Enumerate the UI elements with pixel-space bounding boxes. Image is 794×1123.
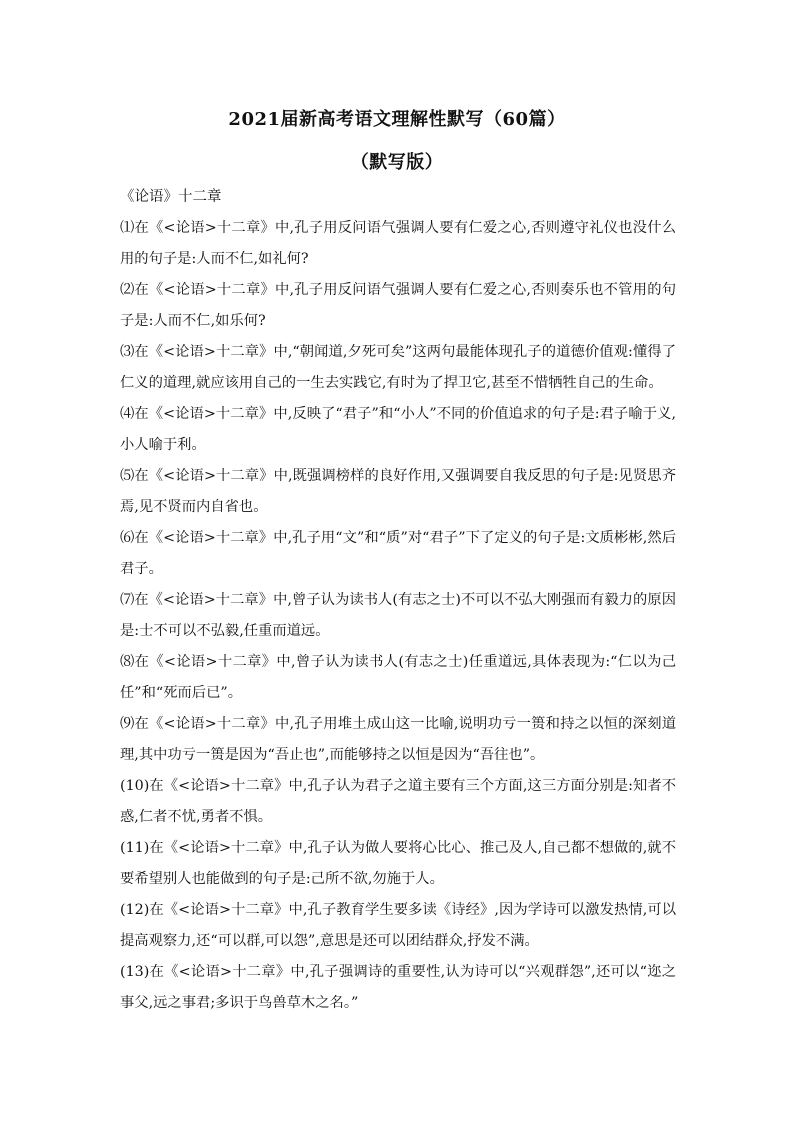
question-item: (11)在《<论语>十二章》中,孔子认为做人要将心比心、推己及人,自己都不想做的,就不要希望别人也能做到的句子是:己所不欲,勿施于人。 xyxy=(120,840,676,887)
question-item: ⑶在《<论语>十二章》中,“朝闻道,夕死可矣”这两句最能体现孔子的道德价值观:懂得了仁义的道理,就应该用自己的一生去实践它,有时为了捍卫它,甚至不惜牺牲自己的生命。 xyxy=(120,344,676,391)
question-item: ⑴在《<论语>十二章》中,孔子用反问语气强调人要有仁爱之心,否则遵守礼仪也没什么用的句子是:人而不仁,如礼何? xyxy=(120,220,676,267)
question-item: ⑺在《<论语>十二章》中,曾子认为读书人(有志之士)不可以不弘大刚强而有毅力的原因是:士不可以不弘毅,任重而道远。 xyxy=(120,592,676,639)
question-item: ⑷在《<论语>十二章》中,反映了“君子”和“小人”不同的价值追求的句子是:君子喻于义,小人喻于利。 xyxy=(120,406,676,453)
question-item: ⑵在《<论语>十二章》中,孔子用反问语气强调人要有仁爱之心,否则奏乐也不管用的句子是:人而不仁,如乐何? xyxy=(120,282,676,329)
question-item: ⑸在《<论语>十二章》中,既强调榜样的良好作用,又强调要自我反思的句子是:见贤思齐焉,见不贤而内自省也。 xyxy=(120,468,676,515)
section-heading: 《论语》十二章 xyxy=(120,189,222,205)
document-title: 2021届新高考语文理解性默写（60篇） xyxy=(228,109,566,130)
question-item: ⑹在《<论语>十二章》中,孔子用“文”和“质”对“君子”下了定义的句子是:文质彬彬,然后君子。 xyxy=(120,530,676,577)
document-subtitle: （默写版） xyxy=(350,152,444,173)
question-item: (12)在《<论语>十二章》中,孔子教育学生要多读《诗经》,因为学诗可以激发热情,可以提高观察力,还“可以群,可以怨”,意思是还可以团结群众,抒发不满。 xyxy=(120,902,676,949)
question-item: (10)在《<论语>十二章》中,孔子认为君子之道主要有三个方面,这三方面分别是:知者不惑,仁者不忧,勇者不惧。 xyxy=(120,778,676,825)
question-list xyxy=(120,213,676,1019)
question-item: (13)在《<论语>十二章》中,孔子强调诗的重要性,认为诗可以“兴观群怨”,还可以“迩之事父,远之事君;多识于鸟兽草木之名。” xyxy=(120,964,676,1011)
question-item: ⑼在《<论语>十二章》中,孔子用堆土成山这一比喻,说明功亏一篑和持之以恒的深刻道理,其中功亏一篑是因为“吾止也”,而能够持之以恒是因为“吾往也”。 xyxy=(120,716,676,763)
question-item: ⑻在《<论语>十二章》中,曾子认为读书人(有志之士)任重道远,具体表现为:“仁以为己任”和“死而后已”。 xyxy=(120,654,676,701)
